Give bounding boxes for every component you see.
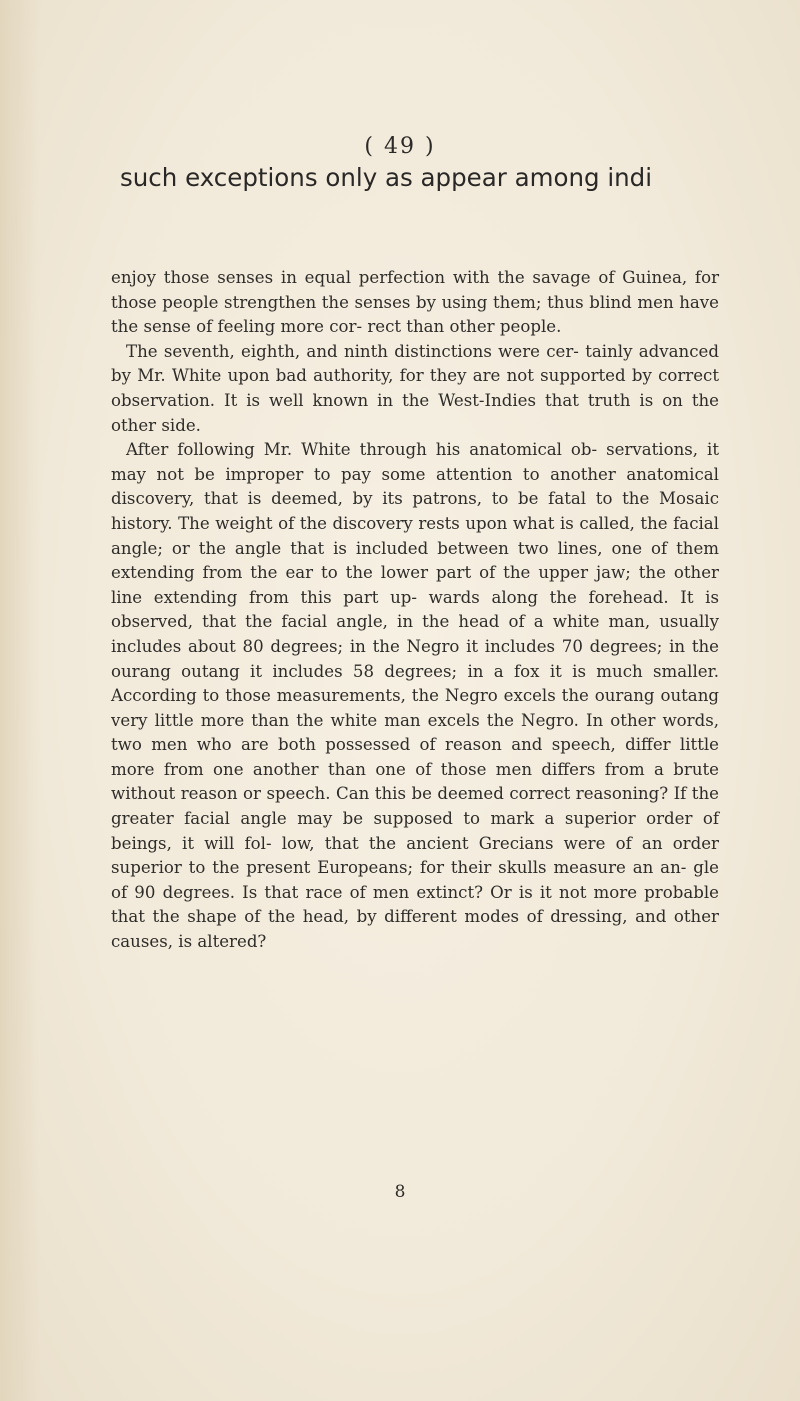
paragraph-2: The seventh, eighth, and ninth distinctions were cer- tainly advanced by Mr. White upon bad authority, for they are not supported by correct observation. It is well known in the West-Indies that truth is on the other side. [111, 341, 719, 435]
signature-mark: 8 [394, 1182, 406, 1202]
paragraph-1: enjoy those senses in equal perfection with the savage of Guinea, for those people strengthen the senses by using them; thus blind men have the sense of feeling more cor- rect than other people. [111, 268, 719, 337]
body-text [111, 266, 719, 955]
page-number: ( 49 ) [364, 134, 436, 159]
paragraph-3: After following Mr. White through his anatomical ob- servations, it may not be improper to pay some attention to another anatomical discovery, that is deemed, by its patrons, to be fatal to the Mosaic history. The weight of the discovery rests upon what is called, the facial angle; or the angle that is included between two lines, one of them extending from the ear to the lower part of the upper jaw; the other line extending from this part up- wards along the forehead. It is observed, that the facial angle, in the head of a white man, usually includes about 80 degrees; in the Negro it includes 70 degrees; in the ourang outang it includes 58 degrees; in a fox it is much smaller. According to those measurements, the Negro excels the ourang outang very little more than the white man excels the Negro. In other words, two men who are both possessed of reason and speech, differ little more from one another than one of those men differs from a brute without reason or speech. Can this be deemed correct reasoning? If the greater facial angle may be supposed to mark a superior order of beings, it will fol- low, that the ancient Grecians were of an order superior to the present Europeans; for their skulls measure an an- gle of 90 degrees. Is that race of men extinct? Or is it not more probable that the shape of the head, by different modes of dressing, and other causes, is altered? [111, 440, 719, 952]
running-head-line: such exceptions only as appear among indi [120, 163, 653, 192]
